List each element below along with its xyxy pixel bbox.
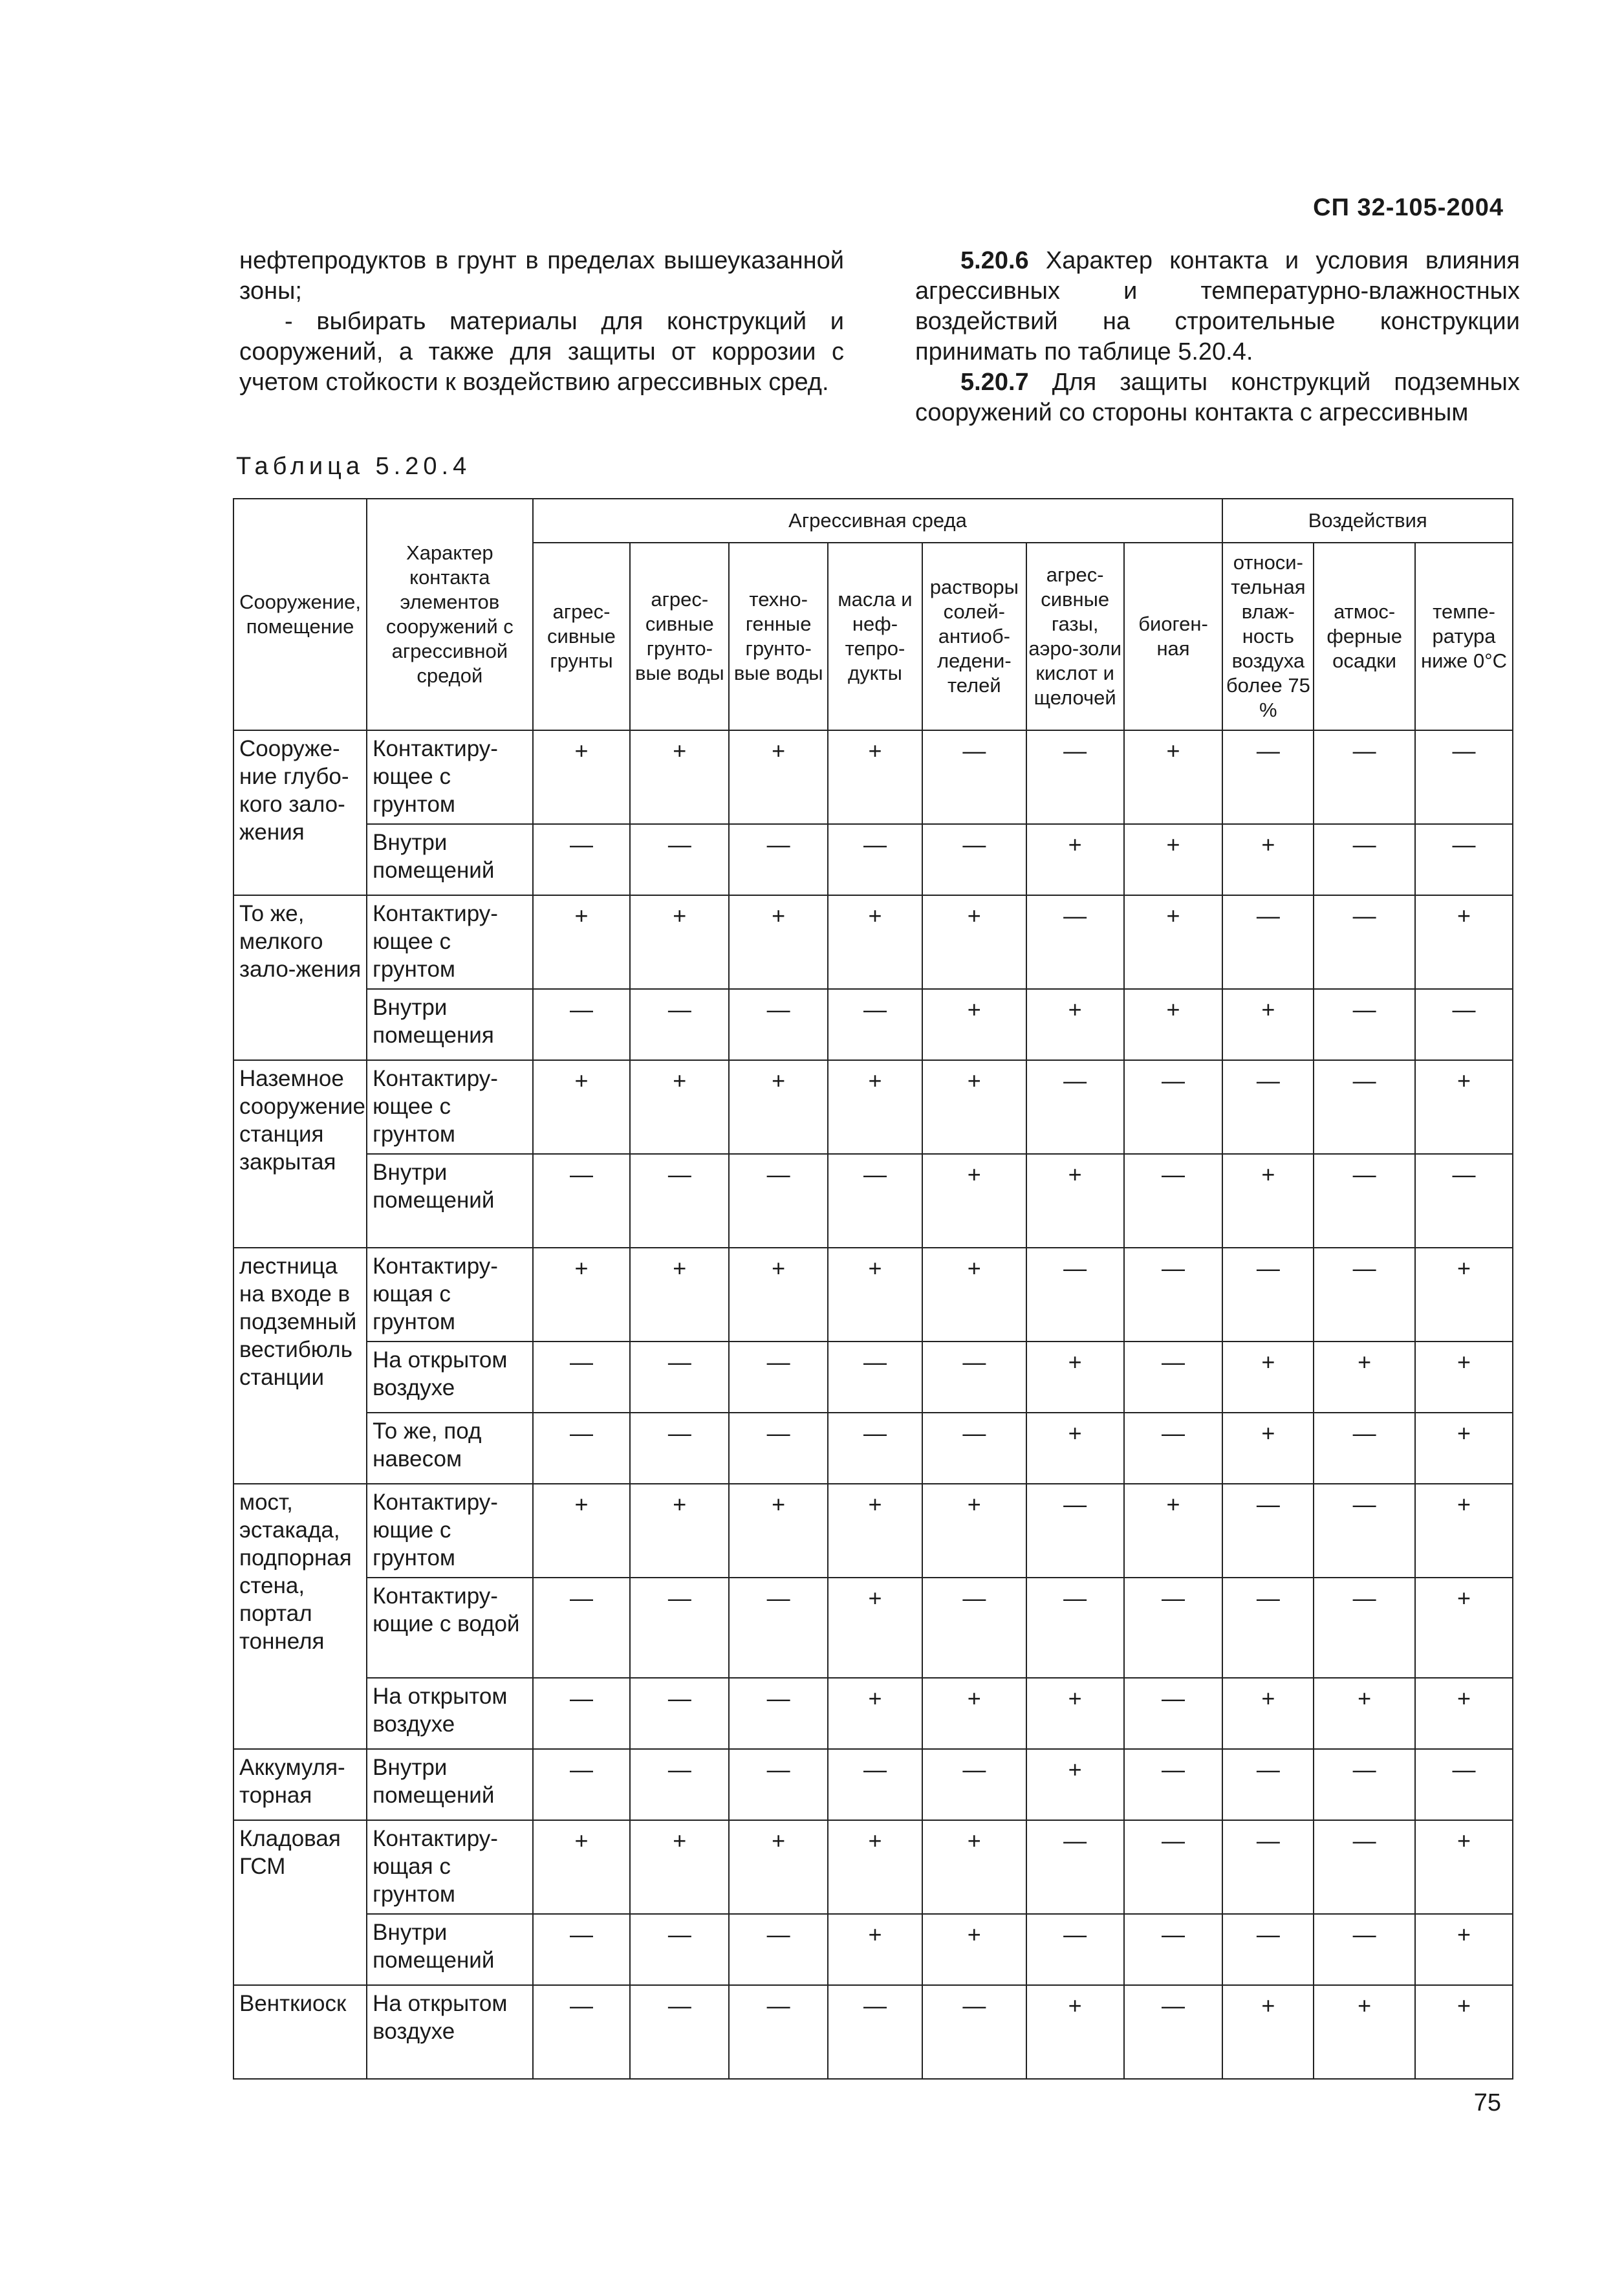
value-cell: — — [1124, 1578, 1223, 1678]
contact-cell: На открытом воздухе — [367, 1985, 532, 2079]
value-cell: — — [630, 1985, 729, 2079]
value-cell: + — [922, 989, 1026, 1060]
structure-cell: Сооруже-ние глубо-кого зало-жения — [233, 730, 367, 895]
value-cell: + — [630, 1484, 729, 1578]
value-cell: — — [729, 1342, 828, 1413]
value-cell: — — [729, 1914, 828, 1985]
value-cell: + — [922, 1248, 1026, 1342]
value-cell: — — [533, 1749, 631, 1820]
value-cell: + — [922, 1484, 1026, 1578]
table-row — [233, 1914, 1513, 1985]
value-cell: — — [1222, 1484, 1314, 1578]
value-cell: — — [1314, 1154, 1415, 1248]
structure-cell: Наземное сооружение станция закрытая — [233, 1060, 367, 1248]
subheader-cell: биоген-ная — [1124, 543, 1223, 730]
value-cell: — — [1124, 1154, 1223, 1248]
value-cell: — — [1124, 1342, 1223, 1413]
value-cell: — — [729, 1678, 828, 1749]
table-row — [233, 1820, 1513, 1914]
value-cell: — — [1314, 895, 1415, 989]
contact-cell: На открытом воздухе — [367, 1342, 532, 1413]
subheader-cell: агрес-сивные грунты — [533, 543, 631, 730]
value-cell: + — [630, 1060, 729, 1154]
value-cell: — — [828, 1413, 922, 1484]
value-cell: + — [1222, 989, 1314, 1060]
section-text: Для защиты конструкций подземных сооружений со стороны контакта с агрессивным — [915, 369, 1520, 426]
table-row — [233, 895, 1513, 989]
value-cell: — — [1026, 1914, 1124, 1985]
paragraph: нефтепродуктов в грунт в пределах вышеуказанной зоны; — [239, 247, 844, 305]
value-cell: + — [729, 895, 828, 989]
section-text: Характер контакта и условия влияния агрессивных и температурно-влажностных воздействий на строительные конструкции принимать по таблице 5.20.4. — [915, 247, 1520, 365]
contact-cell: Контактиру-ющие с водой — [367, 1578, 532, 1678]
value-cell: + — [729, 1248, 828, 1342]
value-cell: + — [533, 1248, 631, 1342]
subheader-cell: атмос-ферные осадки — [1314, 543, 1415, 730]
structure-cell: Кладовая ГСМ — [233, 1820, 367, 1985]
value-cell: + — [1124, 989, 1223, 1060]
section-number: 5.20.6 — [960, 247, 1029, 274]
contact-cell: Контактиру-ющая с грунтом — [367, 1248, 532, 1342]
value-cell: — — [630, 1578, 729, 1678]
value-cell: — — [1314, 1749, 1415, 1820]
value-cell: — — [1026, 1820, 1124, 1914]
value-cell: — — [1314, 730, 1415, 824]
value-cell: — — [922, 1578, 1026, 1678]
structure-cell: мост, эстакада, подпорная стена, портал тоннеля — [233, 1484, 367, 1749]
value-cell: — — [1415, 1749, 1513, 1820]
contact-cell: Внутри помещений — [367, 1914, 532, 1985]
value-cell: — — [1222, 1820, 1314, 1914]
subheader-cell: техно-генные грунто-вые воды — [729, 543, 828, 730]
value-cell: — — [1026, 1060, 1124, 1154]
value-cell: + — [1026, 1985, 1124, 2079]
value-cell: — — [922, 1413, 1026, 1484]
value-cell: — — [922, 1749, 1026, 1820]
value-cell: + — [1415, 1985, 1513, 2079]
subheader-cell: растворы солей-антиоб-ледени-телей — [922, 543, 1026, 730]
value-cell: + — [533, 1060, 631, 1154]
value-cell: — — [630, 1413, 729, 1484]
value-cell: — — [922, 1985, 1026, 2079]
value-cell: — — [1415, 989, 1513, 1060]
value-cell: — — [828, 824, 922, 895]
table-row — [233, 824, 1513, 895]
value-cell: — — [1314, 1413, 1415, 1484]
value-cell: — — [1222, 1914, 1314, 1985]
value-cell: + — [828, 1578, 922, 1678]
value-cell: + — [1415, 895, 1513, 989]
value-cell: — — [1026, 730, 1124, 824]
value-cell: — — [922, 824, 1026, 895]
value-cell: — — [828, 1342, 922, 1413]
header-structure: Сооружение, помещение — [233, 499, 367, 730]
value-cell: — — [729, 1749, 828, 1820]
value-cell: — — [1026, 1578, 1124, 1678]
contact-cell: Контактиру-ющее с грунтом — [367, 895, 532, 989]
value-cell: — — [729, 1985, 828, 2079]
value-cell: + — [1415, 1820, 1513, 1914]
value-cell: — — [1124, 1914, 1223, 1985]
value-cell: + — [828, 1820, 922, 1914]
value-cell: + — [1222, 1678, 1314, 1749]
table-row — [233, 1154, 1513, 1248]
value-cell: + — [1415, 1060, 1513, 1154]
value-cell: + — [533, 1484, 631, 1578]
value-cell: — — [729, 1413, 828, 1484]
header-aggressive-medium: Агрессивная среда — [533, 499, 1223, 543]
contact-cell: Внутри помещений — [367, 1154, 532, 1248]
value-cell: — — [1314, 989, 1415, 1060]
value-cell: — — [630, 989, 729, 1060]
value-cell: — — [630, 1154, 729, 1248]
contact-cell: Внутри помещения — [367, 989, 532, 1060]
value-cell: — — [630, 1749, 729, 1820]
value-cell: — — [729, 824, 828, 895]
value-cell: + — [1415, 1578, 1513, 1678]
value-cell: + — [630, 730, 729, 824]
value-cell: — — [1314, 1578, 1415, 1678]
value-cell: + — [1415, 1914, 1513, 1985]
table-row — [233, 730, 1513, 824]
value-cell: + — [630, 1820, 729, 1914]
value-cell: + — [1415, 1342, 1513, 1413]
value-cell: — — [1314, 1914, 1415, 1985]
value-cell: + — [533, 730, 631, 824]
value-cell: — — [533, 1678, 631, 1749]
value-cell: + — [922, 1060, 1026, 1154]
table-row — [233, 1248, 1513, 1342]
value-cell: — — [533, 1914, 631, 1985]
value-cell: — — [1415, 1154, 1513, 1248]
section-number: 5.20.7 — [960, 369, 1029, 396]
value-cell: — — [1222, 1060, 1314, 1154]
value-cell: — — [729, 1578, 828, 1678]
value-cell: + — [1026, 989, 1124, 1060]
value-cell: + — [1124, 1484, 1223, 1578]
value-cell: + — [1415, 1484, 1513, 1578]
value-cell: + — [729, 730, 828, 824]
value-cell: — — [630, 824, 729, 895]
subheader-cell: относи-тельная влаж-ность воздуха более 75 % — [1222, 543, 1314, 730]
value-cell: — — [828, 1985, 922, 2079]
table-body — [233, 730, 1513, 2079]
value-cell: — — [533, 1578, 631, 1678]
value-cell: — — [1026, 1484, 1124, 1578]
table-row — [233, 1749, 1513, 1820]
subheader-cell: темпе-ратура ниже 0°С — [1415, 543, 1513, 730]
value-cell: — — [533, 1413, 631, 1484]
contact-cell: Контактиру-ющая с грунтом — [367, 1820, 532, 1914]
contact-cell: То же, под навесом — [367, 1413, 532, 1484]
left-text-column — [239, 246, 844, 398]
value-cell: + — [922, 1154, 1026, 1248]
contact-cell: Контактиру-ющее с грунтом — [367, 730, 532, 824]
right-text-column — [915, 246, 1520, 428]
table-row — [233, 989, 1513, 1060]
value-cell: — — [1415, 824, 1513, 895]
value-cell: + — [1415, 1413, 1513, 1484]
table-row — [233, 1484, 1513, 1578]
value-cell: + — [630, 1248, 729, 1342]
value-cell: + — [922, 1678, 1026, 1749]
value-cell: — — [1222, 1248, 1314, 1342]
value-cell: — — [1314, 1248, 1415, 1342]
value-cell: — — [533, 1342, 631, 1413]
document-code: СП 32-105-2004 — [1313, 194, 1504, 221]
paragraph: - выбирать материалы для конструкций и сооружений, а также для защиты от коррозии с учетом стойкости к воздействию агрессивных сред. — [239, 308, 844, 396]
contact-cell: Контактиру-ющие с грунтом — [367, 1484, 532, 1578]
value-cell: — — [533, 824, 631, 895]
value-cell: + — [1222, 1154, 1314, 1248]
table-row — [233, 1678, 1513, 1749]
value-cell: + — [1026, 1749, 1124, 1820]
value-cell: + — [828, 1484, 922, 1578]
table-header — [233, 499, 1513, 730]
value-cell: — — [1026, 1248, 1124, 1342]
value-cell: + — [1026, 1342, 1124, 1413]
table-row — [233, 1342, 1513, 1413]
value-cell: + — [922, 1820, 1026, 1914]
contact-cell: На открытом воздухе — [367, 1678, 532, 1749]
value-cell: + — [1314, 1985, 1415, 2079]
value-cell: — — [729, 1154, 828, 1248]
value-cell: + — [729, 1484, 828, 1578]
table-row — [233, 1413, 1513, 1484]
value-cell: — — [1124, 1413, 1223, 1484]
structure-cell: То же, мелкого зало-жения — [233, 895, 367, 1060]
value-cell: — — [1415, 730, 1513, 824]
value-cell: — — [1314, 1484, 1415, 1578]
structure-cell: Аккумуля-торная — [233, 1749, 367, 1820]
value-cell: — — [1314, 1820, 1415, 1914]
value-cell: — — [1314, 824, 1415, 895]
value-cell: + — [828, 730, 922, 824]
subheader-cell: масла и неф-тепро-дукты — [828, 543, 922, 730]
value-cell: + — [533, 895, 631, 989]
value-cell: — — [1124, 1985, 1223, 2079]
value-cell: — — [533, 1154, 631, 1248]
value-cell: + — [1026, 1154, 1124, 1248]
value-cell: + — [1222, 1985, 1314, 2079]
value-cell: + — [630, 895, 729, 989]
value-cell: + — [1124, 730, 1223, 824]
value-cell: — — [828, 989, 922, 1060]
table-row — [233, 1060, 1513, 1154]
contact-cell: Внутри помещений — [367, 1749, 532, 1820]
value-cell: — — [533, 1985, 631, 2079]
value-cell: — — [922, 1342, 1026, 1413]
value-cell: + — [1026, 1678, 1124, 1749]
value-cell: + — [729, 1060, 828, 1154]
value-cell: + — [828, 1060, 922, 1154]
value-cell: + — [533, 1820, 631, 1914]
value-cell: — — [1124, 1749, 1223, 1820]
value-cell: + — [729, 1820, 828, 1914]
value-cell: + — [922, 1914, 1026, 1985]
structure-cell: лестница на входе в подземный вестибюль станции — [233, 1248, 367, 1484]
value-cell: — — [1124, 1678, 1223, 1749]
value-cell: + — [1124, 895, 1223, 989]
value-cell: — — [1222, 1749, 1314, 1820]
value-cell: — — [828, 1154, 922, 1248]
value-cell: + — [1026, 1413, 1124, 1484]
value-cell: + — [828, 1248, 922, 1342]
value-cell: + — [828, 1914, 922, 1985]
header-contact: Характер контакта элементов сооружений с агрессивной средой — [367, 499, 532, 730]
value-cell: — — [1026, 895, 1124, 989]
value-cell: + — [1314, 1678, 1415, 1749]
value-cell: — — [1124, 1060, 1223, 1154]
value-cell: + — [1124, 824, 1223, 895]
paragraph — [915, 367, 1520, 428]
subheader-cell: агрес-сивные грунто-вые воды — [630, 543, 729, 730]
value-cell: — — [1314, 1060, 1415, 1154]
page-number: 75 — [1473, 2089, 1501, 2116]
header-effects: Воздействия — [1222, 499, 1513, 543]
value-cell: + — [1026, 824, 1124, 895]
value-cell: — — [729, 989, 828, 1060]
value-cell: — — [1222, 730, 1314, 824]
value-cell: + — [1222, 824, 1314, 895]
table-row — [233, 1578, 1513, 1678]
value-cell: — — [630, 1678, 729, 1749]
table-caption: Таблица 5.20.4 — [236, 453, 471, 480]
value-cell: + — [1314, 1342, 1415, 1413]
value-cell: + — [1415, 1678, 1513, 1749]
value-cell: + — [828, 1678, 922, 1749]
paragraph — [915, 246, 1520, 367]
contact-cell: Контактиру-ющее с грунтом — [367, 1060, 532, 1154]
value-cell: + — [1415, 1248, 1513, 1342]
value-cell: — — [922, 730, 1026, 824]
value-cell: + — [1222, 1413, 1314, 1484]
value-cell: — — [1222, 895, 1314, 989]
value-cell: + — [828, 895, 922, 989]
contact-cell: Внутри помещений — [367, 824, 532, 895]
value-cell: — — [630, 1914, 729, 1985]
value-cell: — — [533, 989, 631, 1060]
structure-cell: Венткиоск — [233, 1985, 367, 2079]
table-row — [233, 1985, 1513, 2079]
subheader-cell: агрес-сивные газы, аэро-золи кислот и щелочей — [1026, 543, 1124, 730]
value-cell: — — [1222, 1578, 1314, 1678]
exposure-table — [233, 498, 1513, 2080]
value-cell: + — [1222, 1342, 1314, 1413]
value-cell: — — [1124, 1248, 1223, 1342]
value-cell: + — [922, 895, 1026, 989]
value-cell: — — [630, 1342, 729, 1413]
value-cell: — — [1124, 1820, 1223, 1914]
value-cell: — — [828, 1749, 922, 1820]
